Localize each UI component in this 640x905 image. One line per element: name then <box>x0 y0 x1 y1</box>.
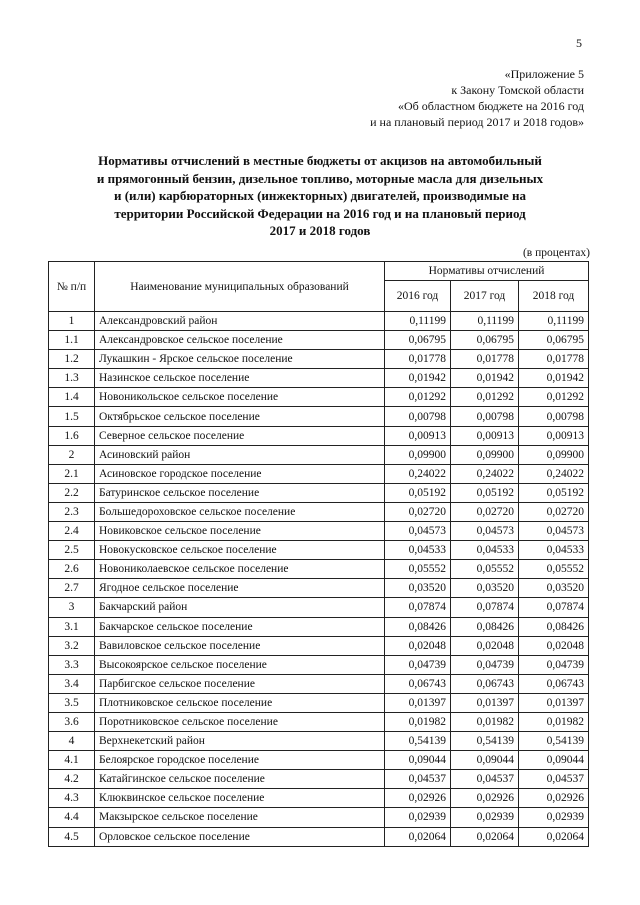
table-row <box>49 751 589 770</box>
row-value-2018: 0,00913 <box>519 426 589 445</box>
row-value-2017: 0,04739 <box>451 655 519 674</box>
table-row <box>49 770 589 789</box>
row-value-2018: 0,02048 <box>519 636 589 655</box>
row-number: 4.4 <box>49 808 95 827</box>
table-body <box>49 312 589 847</box>
row-value-2018: 0,02926 <box>519 789 589 808</box>
row-value-2016: 0,03520 <box>385 579 451 598</box>
row-value-2017: 0,01942 <box>451 369 519 388</box>
table-row <box>49 522 589 541</box>
row-value-2018: 0,02064 <box>519 827 589 846</box>
row-value-2017: 0,05192 <box>451 483 519 502</box>
table-row <box>49 502 589 521</box>
row-value-2016: 0,01397 <box>385 693 451 712</box>
header-number: № п/п <box>49 262 95 312</box>
row-value-2016: 0,02720 <box>385 502 451 521</box>
row-value-2016: 0,01778 <box>385 350 451 369</box>
row-number: 1.3 <box>49 369 95 388</box>
row-municipality: Северное сельское поселение <box>95 426 385 445</box>
row-value-2016: 0,02926 <box>385 789 451 808</box>
row-municipality: Назинское сельское поселение <box>95 369 385 388</box>
row-municipality: Бакчарский район <box>95 598 385 617</box>
table-row <box>49 331 589 350</box>
row-value-2018: 0,05192 <box>519 483 589 502</box>
row-number: 2.3 <box>49 502 95 521</box>
row-municipality: Александровский район <box>95 312 385 331</box>
row-municipality: Вавиловское сельское поселение <box>95 636 385 655</box>
title-line: 2017 и 2018 годов <box>269 223 371 238</box>
header-year-2018: 2018 год <box>519 281 589 312</box>
table-row <box>49 732 589 751</box>
table-row <box>49 464 589 483</box>
row-value-2016: 0,11199 <box>385 312 451 331</box>
annex-line: «Об областном бюджете на 2016 год <box>398 99 584 113</box>
row-number: 2 <box>49 445 95 464</box>
row-value-2016: 0,02064 <box>385 827 451 846</box>
table-row <box>49 541 589 560</box>
row-number: 2.1 <box>49 464 95 483</box>
annex-header <box>254 66 584 130</box>
row-value-2018: 0,04537 <box>519 770 589 789</box>
table-row <box>49 560 589 579</box>
row-value-2017: 0,01397 <box>451 693 519 712</box>
row-value-2017: 0,01292 <box>451 388 519 407</box>
table-row <box>49 445 589 464</box>
header-municipality: Наименование муниципальных образований <box>95 262 385 312</box>
row-value-2017: 0,05552 <box>451 560 519 579</box>
row-value-2016: 0,00913 <box>385 426 451 445</box>
row-value-2016: 0,01942 <box>385 369 451 388</box>
row-value-2018: 0,01942 <box>519 369 589 388</box>
row-number: 1 <box>49 312 95 331</box>
row-value-2018: 0,02939 <box>519 808 589 827</box>
row-value-2017: 0,01778 <box>451 350 519 369</box>
row-value-2017: 0,54139 <box>451 732 519 751</box>
row-value-2017: 0,09044 <box>451 751 519 770</box>
row-municipality: Клюквинское сельское поселение <box>95 789 385 808</box>
row-value-2017: 0,06795 <box>451 331 519 350</box>
row-municipality: Новокусковское сельское поселение <box>95 541 385 560</box>
row-number: 3.3 <box>49 655 95 674</box>
row-value-2016: 0,24022 <box>385 464 451 483</box>
annex-line: «Приложение 5 <box>504 67 584 81</box>
row-value-2016: 0,02939 <box>385 808 451 827</box>
row-municipality: Высокоярское сельское поселение <box>95 655 385 674</box>
row-value-2017: 0,02926 <box>451 789 519 808</box>
row-number: 3.6 <box>49 712 95 731</box>
row-value-2018: 0,04739 <box>519 655 589 674</box>
row-number: 2.7 <box>49 579 95 598</box>
header-norms-group: Нормативы отчислений <box>385 262 589 281</box>
row-municipality: Новоникольское сельское поселение <box>95 388 385 407</box>
row-municipality: Верхнекетский район <box>95 732 385 751</box>
row-value-2018: 0,06743 <box>519 674 589 693</box>
row-municipality: Новиковское сельское поселение <box>95 522 385 541</box>
row-value-2018: 0,02720 <box>519 502 589 521</box>
row-number: 3.4 <box>49 674 95 693</box>
table-row <box>49 808 589 827</box>
table-row <box>49 655 589 674</box>
row-value-2016: 0,08426 <box>385 617 451 636</box>
row-number: 2.6 <box>49 560 95 579</box>
table-row <box>49 712 589 731</box>
row-number: 3.1 <box>49 617 95 636</box>
row-municipality: Александровское сельское поселение <box>95 331 385 350</box>
row-value-2016: 0,06795 <box>385 331 451 350</box>
row-value-2018: 0,04573 <box>519 522 589 541</box>
row-value-2018: 0,11199 <box>519 312 589 331</box>
header-year-2016: 2016 год <box>385 281 451 312</box>
row-value-2017: 0,00913 <box>451 426 519 445</box>
table-row <box>49 617 589 636</box>
row-value-2016: 0,00798 <box>385 407 451 426</box>
row-value-2017: 0,08426 <box>451 617 519 636</box>
page-number: 5 <box>576 36 582 50</box>
row-municipality: Новониколаевское сельское поселение <box>95 560 385 579</box>
row-municipality: Парбигское сельское поселение <box>95 674 385 693</box>
header-year-2017: 2017 год <box>451 281 519 312</box>
row-value-2017: 0,04573 <box>451 522 519 541</box>
row-value-2018: 0,09900 <box>519 445 589 464</box>
row-value-2017: 0,00798 <box>451 407 519 426</box>
row-number: 3.5 <box>49 693 95 712</box>
row-value-2017: 0,01982 <box>451 712 519 731</box>
row-municipality: Плотниковское сельское поселение <box>95 693 385 712</box>
table-row <box>49 407 589 426</box>
table-row <box>49 388 589 407</box>
annex-line: и на плановый период 2017 и 2018 годов» <box>370 115 584 129</box>
row-value-2018: 0,09044 <box>519 751 589 770</box>
row-municipality: Лукашкин - Ярское сельское поселение <box>95 350 385 369</box>
row-municipality: Ягодное сельское поселение <box>95 579 385 598</box>
row-value-2016: 0,04533 <box>385 541 451 560</box>
document-title <box>40 152 600 240</box>
row-number: 4.3 <box>49 789 95 808</box>
title-line: и (или) карбюраторных (инжекторных) двигателей, производимые на <box>113 188 527 203</box>
row-municipality: Асиновский район <box>95 445 385 464</box>
row-value-2017: 0,02939 <box>451 808 519 827</box>
row-value-2017: 0,02064 <box>451 827 519 846</box>
row-number: 1.4 <box>49 388 95 407</box>
row-value-2017: 0,24022 <box>451 464 519 483</box>
table-row <box>49 827 589 846</box>
units-note: (в процентах) <box>522 247 590 259</box>
row-municipality: Октябрьское сельское поселение <box>95 407 385 426</box>
row-value-2016: 0,07874 <box>385 598 451 617</box>
row-value-2018: 0,03520 <box>519 579 589 598</box>
table-row <box>49 369 589 388</box>
row-number: 2.2 <box>49 483 95 502</box>
row-value-2017: 0,09900 <box>451 445 519 464</box>
row-value-2017: 0,04533 <box>451 541 519 560</box>
row-municipality: Большедороховское сельское поселение <box>95 502 385 521</box>
row-value-2017: 0,03520 <box>451 579 519 598</box>
table-row <box>49 350 589 369</box>
row-value-2016: 0,01982 <box>385 712 451 731</box>
table-row <box>49 636 589 655</box>
row-value-2018: 0,06795 <box>519 331 589 350</box>
row-number: 2.5 <box>49 541 95 560</box>
row-value-2016: 0,01292 <box>385 388 451 407</box>
row-value-2017: 0,11199 <box>451 312 519 331</box>
row-value-2018: 0,08426 <box>519 617 589 636</box>
row-value-2018: 0,01982 <box>519 712 589 731</box>
row-municipality: Бакчарское сельское поселение <box>95 617 385 636</box>
row-value-2018: 0,01778 <box>519 350 589 369</box>
row-value-2018: 0,00798 <box>519 407 589 426</box>
row-number: 1.1 <box>49 331 95 350</box>
row-number: 2.4 <box>49 522 95 541</box>
table-row <box>49 674 589 693</box>
row-number: 4.5 <box>49 827 95 846</box>
row-value-2018: 0,01292 <box>519 388 589 407</box>
table-row <box>49 426 589 445</box>
row-municipality: Катайгинское сельское поселение <box>95 770 385 789</box>
row-value-2018: 0,24022 <box>519 464 589 483</box>
row-value-2016: 0,06743 <box>385 674 451 693</box>
row-value-2017: 0,02720 <box>451 502 519 521</box>
row-municipality: Макзырское сельское поселение <box>95 808 385 827</box>
title-line: и прямогонный бензин, дизельное топливо, моторные масла для дизельных <box>96 170 544 186</box>
table-row <box>49 483 589 502</box>
annex-line: к Закону Томской области <box>451 83 584 97</box>
table-row <box>49 579 589 598</box>
row-number: 4.1 <box>49 751 95 770</box>
row-value-2016: 0,09044 <box>385 751 451 770</box>
row-value-2016: 0,05192 <box>385 483 451 502</box>
row-value-2016: 0,04537 <box>385 770 451 789</box>
title-line: территории Российской Федерации на 2016 год и на плановый период <box>114 205 526 221</box>
row-number: 4.2 <box>49 770 95 789</box>
row-value-2018: 0,54139 <box>519 732 589 751</box>
row-number: 1.2 <box>49 350 95 369</box>
row-number: 3.2 <box>49 636 95 655</box>
row-municipality: Асиновское городское поселение <box>95 464 385 483</box>
row-value-2017: 0,02048 <box>451 636 519 655</box>
row-value-2017: 0,07874 <box>451 598 519 617</box>
row-municipality: Белоярское городское поселение <box>95 751 385 770</box>
row-number: 4 <box>49 732 95 751</box>
row-value-2016: 0,04739 <box>385 655 451 674</box>
row-value-2016: 0,02048 <box>385 636 451 655</box>
table-row <box>49 789 589 808</box>
row-number: 3 <box>49 598 95 617</box>
row-value-2017: 0,04537 <box>451 770 519 789</box>
row-value-2016: 0,54139 <box>385 732 451 751</box>
row-value-2016: 0,04573 <box>385 522 451 541</box>
row-value-2018: 0,05552 <box>519 560 589 579</box>
table-row <box>49 693 589 712</box>
row-value-2018: 0,01397 <box>519 693 589 712</box>
table-row <box>49 312 589 331</box>
row-number: 1.6 <box>49 426 95 445</box>
row-value-2016: 0,09900 <box>385 445 451 464</box>
row-value-2018: 0,07874 <box>519 598 589 617</box>
row-municipality: Поротниковское сельское поселение <box>95 712 385 731</box>
row-municipality: Батуринское сельское поселение <box>95 483 385 502</box>
norms-table <box>48 261 589 847</box>
row-value-2018: 0,04533 <box>519 541 589 560</box>
row-municipality: Орловское сельское поселение <box>95 827 385 846</box>
title-line: Нормативы отчислений в местные бюджеты от акцизов на автомобильный <box>98 153 542 168</box>
row-value-2017: 0,06743 <box>451 674 519 693</box>
row-value-2016: 0,05552 <box>385 560 451 579</box>
table-row <box>49 598 589 617</box>
row-number: 1.5 <box>49 407 95 426</box>
